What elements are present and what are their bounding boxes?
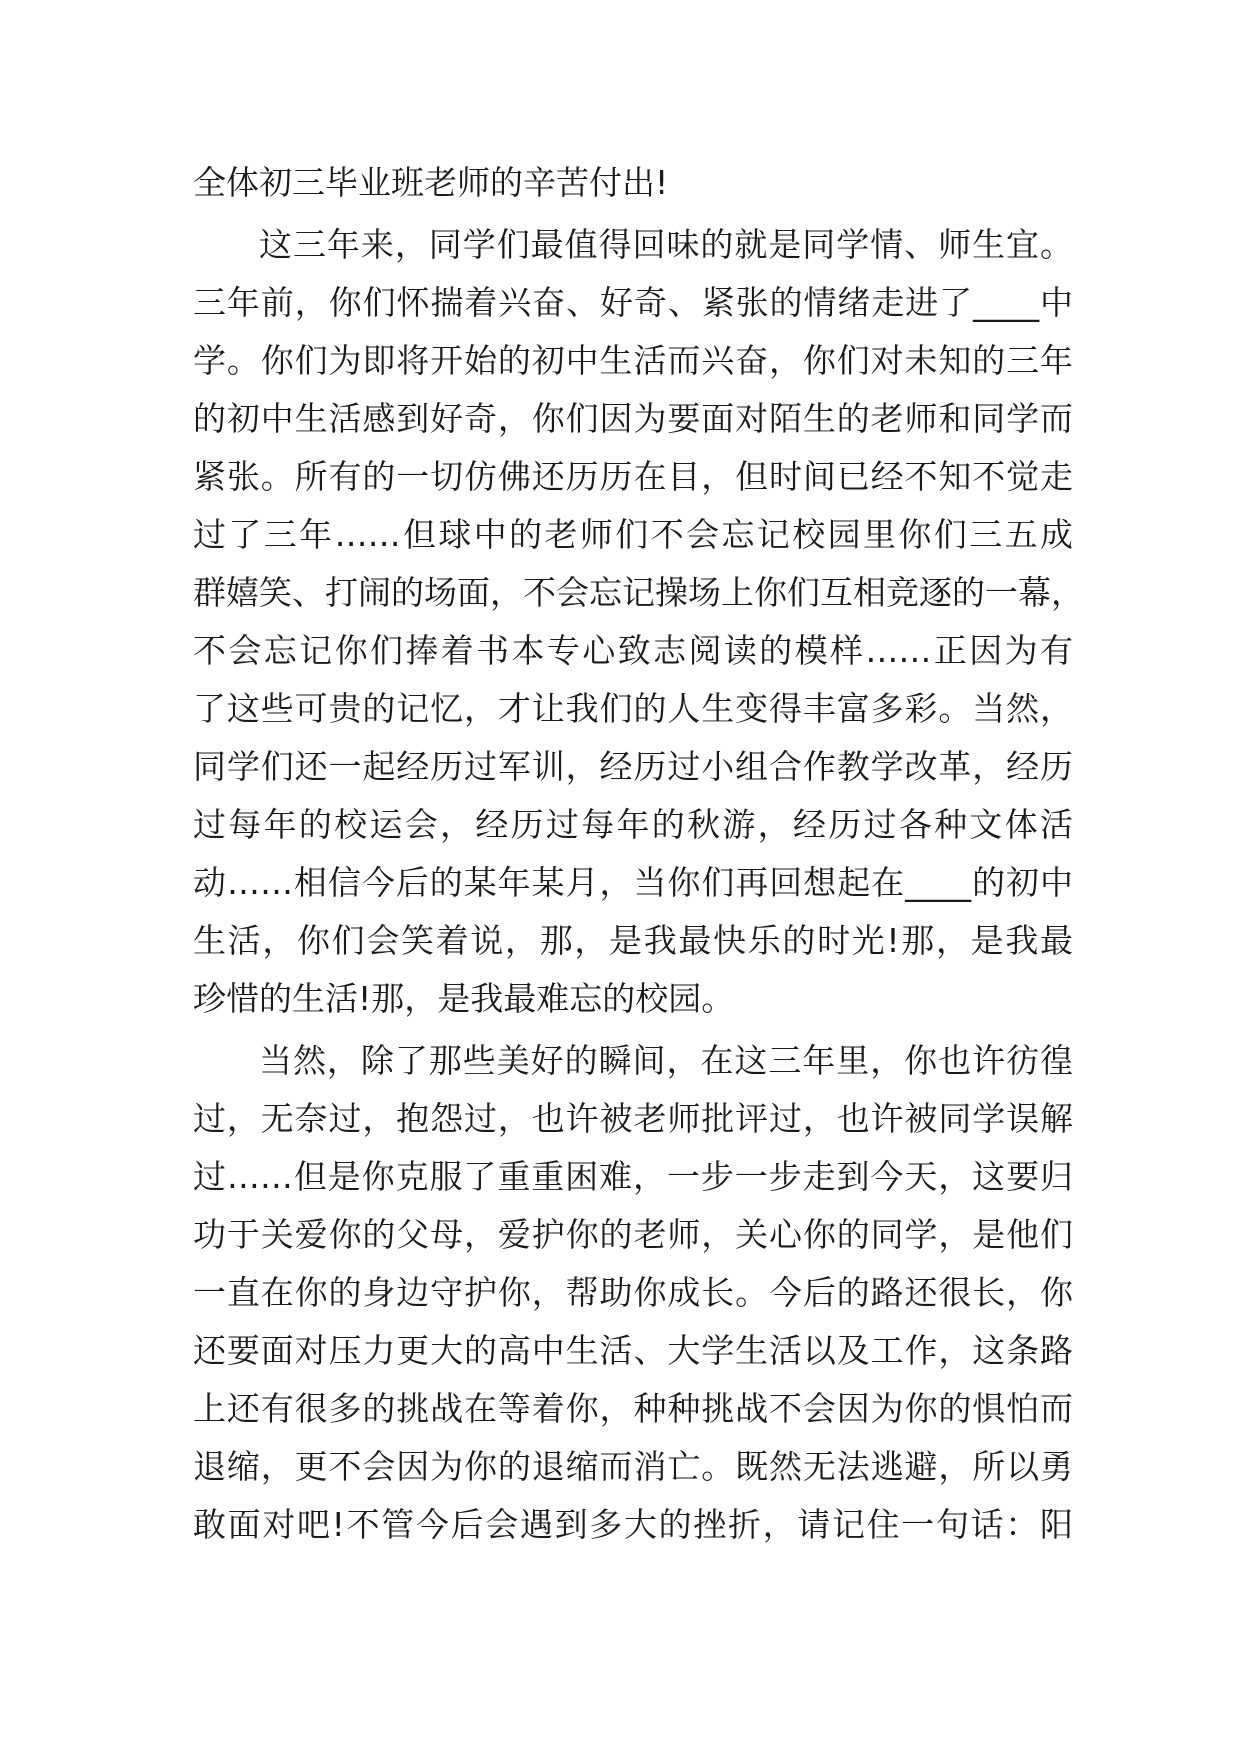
text-line: 学。你们为即将开始的初中生活而兴奋，你们对未知的三年 (193, 341, 1073, 380)
text-line: 群嬉笑、打闹的场面，不会忘记操场上你们互相竞逐的一幕， (193, 573, 1084, 612)
text-line: 的初中生活感到好奇，你们因为要面对陌生的老师和同学而 (193, 399, 1073, 438)
text-line: 一直在你的身边守护你，帮助你成长。今后的路还很长，你 (193, 1273, 1073, 1312)
text-line: 不会忘记你们捧着书本专心致志阅读的模样……正因为有 (193, 631, 1073, 670)
text-line: 还要面对压力更大的高中生活、大学生活以及工作，这条路 (193, 1331, 1073, 1370)
text-line: 过，无奈过，抱怨过，也许被老师批评过，也许被同学误解 (193, 1099, 1073, 1138)
text-line: 过了三年……但球中的老师们不会忘记校园里你们三五成 (193, 515, 1073, 554)
text-line: 退缩，更不会因为你的退缩而消亡。既然无法逃避，所以勇 (193, 1447, 1073, 1486)
text-line: 这三年来，同学们最值得回味的就是同学情、师生宜。 (259, 225, 1073, 264)
paragraph-1 (193, 154, 1073, 212)
paragraph-3 (193, 1032, 1073, 1554)
text-line: 珍惜的生活!那，是我最难忘的校园。 (193, 979, 735, 1018)
text-line: 功于关爱你的父母，爱护你的老师，关心你的同学，是他们 (193, 1215, 1073, 1254)
text-line: 三年前，你们怀揣着兴奋、好奇、紧张的情绪走进了____中 (193, 283, 1073, 322)
text-line: 动……相信今后的某年某月，当你们再回想起在____的初中 (193, 863, 1073, 902)
paragraph-2 (193, 216, 1084, 1028)
document-body (193, 154, 1084, 1554)
text-line: 过每年的校运会，经历过每年的秋游，经历过各种文体活 (193, 805, 1073, 844)
text-line: 紧张。所有的一切仿佛还历历在目，但时间已经不知不觉走 (193, 457, 1073, 496)
text-line: 全体初三毕业班老师的辛苦付出! (193, 163, 669, 202)
text-line: 了这些可贵的记忆，才让我们的人生变得丰富多彩。当然， (193, 689, 1073, 728)
text-line: 敢面对吧!不管今后会遇到多大的挫折，请记住一句话：阳 (193, 1505, 1073, 1544)
text-line: 生活，你们会笑着说，那，是我最快乐的时光!那，是我最 (193, 921, 1073, 960)
text-line: 过……但是你克服了重重困难，一步一步走到今天，这要归 (193, 1157, 1073, 1196)
text-line: 当然，除了那些美好的瞬间，在这三年里，你也许彷徨 (259, 1041, 1073, 1080)
text-line: 同学们还一起经历过军训，经历过小组合作教学改革，经历 (193, 747, 1073, 786)
text-line: 上还有很多的挑战在等着你，种种挑战不会因为你的惧怕而 (193, 1389, 1073, 1428)
